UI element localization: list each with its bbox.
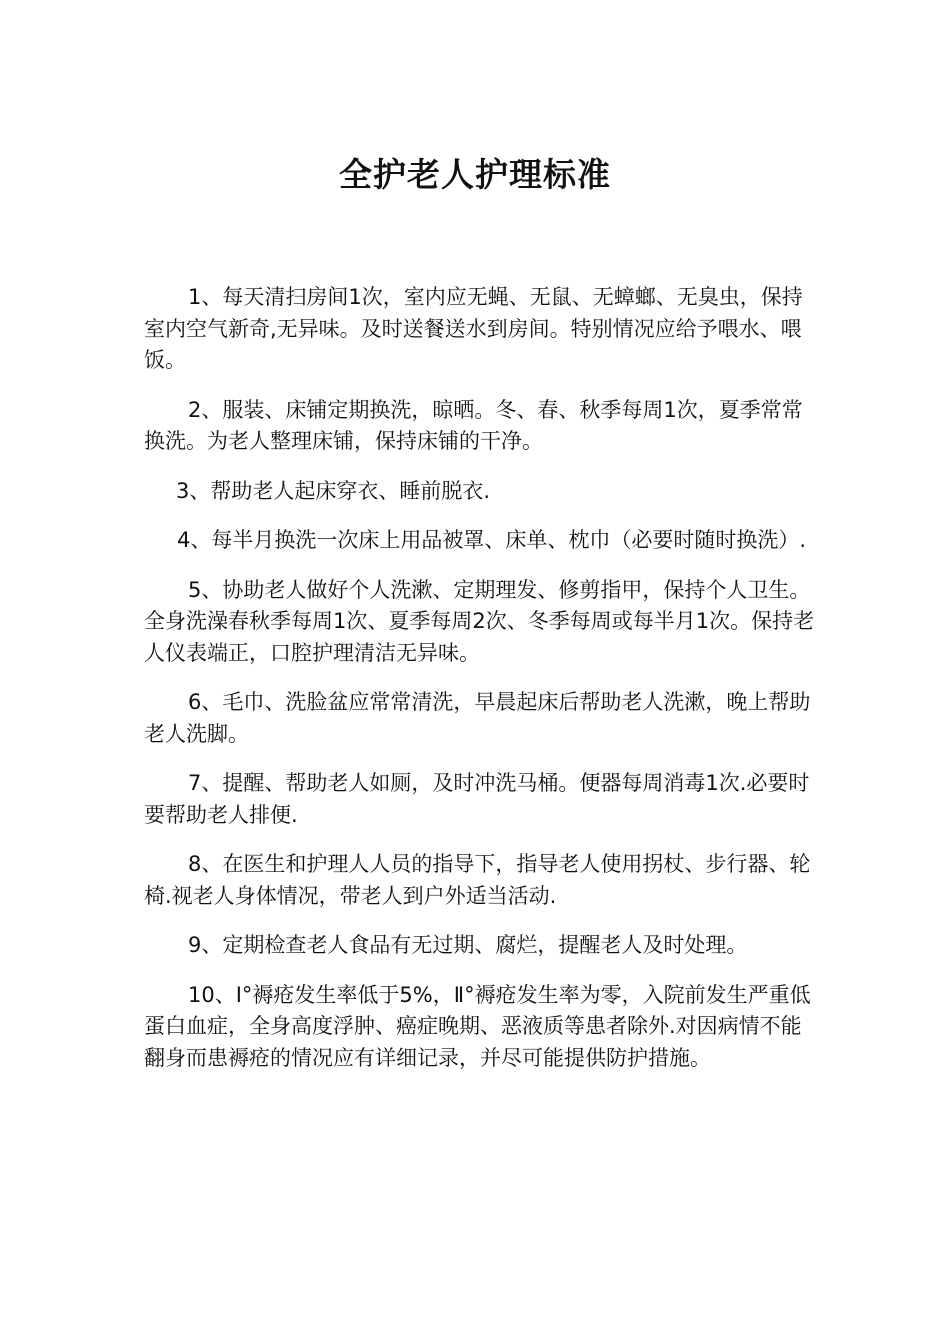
paragraph-item-10: 10、I°褥疮发生率低于5%，Ⅱ°褥疮发生率为零，入院前发生严重低蛋白血症，全身高度浮肿、癌症晚期、恶液质等患者除外.对因病情不能翻身而患褥疮的情况应有详细记录，并尽可能提供防护措施。	[144, 982, 811, 1070]
paragraph-item-4: 4、每半月换洗一次床上用品被罩、床单、枕巾（必要时随时换洗）.	[177, 528, 807, 552]
paragraph-item-2: 2、服装、床铺定期换洗，晾晒。冬、春、秋季每周1次，夏季常常换洗。为老人整理床铺，保持床铺的干净。	[144, 397, 803, 453]
document-body	[144, 282, 820, 1092]
paragraph-item-8: 8、在医生和护理人人员的指导下，指导老人使用拐杖、步行器、轮椅.视老人身体情况，带老人到户外适当活动.	[144, 852, 811, 908]
document-title: 全护老人护理标准	[339, 155, 611, 194]
paragraph-item-5: 5、协助老人做好个人洗漱、定期理发、修剪指甲，保持个人卫生。全身洗澡春秋季每周1次、夏季每周2次、冬季每周或每半月1次。保持老人仪表端正，口腔护理清洁无异味。	[144, 577, 815, 665]
paragraph-item-1: 1、每天清扫房间1次，室内应无蝇、无鼠、无蟑螂、无臭虫，保持室内空气新奇,无异味。及时送餐送水到房间。特别情况应给予喂水、喂饭。	[144, 285, 803, 372]
paragraph-item-9: 9、定期检查老人食品有无过期、腐烂，提醒老人及时处理。	[188, 933, 748, 957]
paragraph-item-7: 7、提醒、帮助老人如厕，及时冲洗马桶。便器每周消毒1次.必要时要帮助老人排便.	[144, 771, 810, 827]
paragraph-item-3: 3、帮助老人起床穿衣、睡前脱衣.	[176, 478, 491, 503]
paragraph-item-6: 6、毛巾、洗脸盆应常常清洗，早晨起床后帮助老人洗漱，晚上帮助老人洗脚。	[144, 690, 811, 746]
